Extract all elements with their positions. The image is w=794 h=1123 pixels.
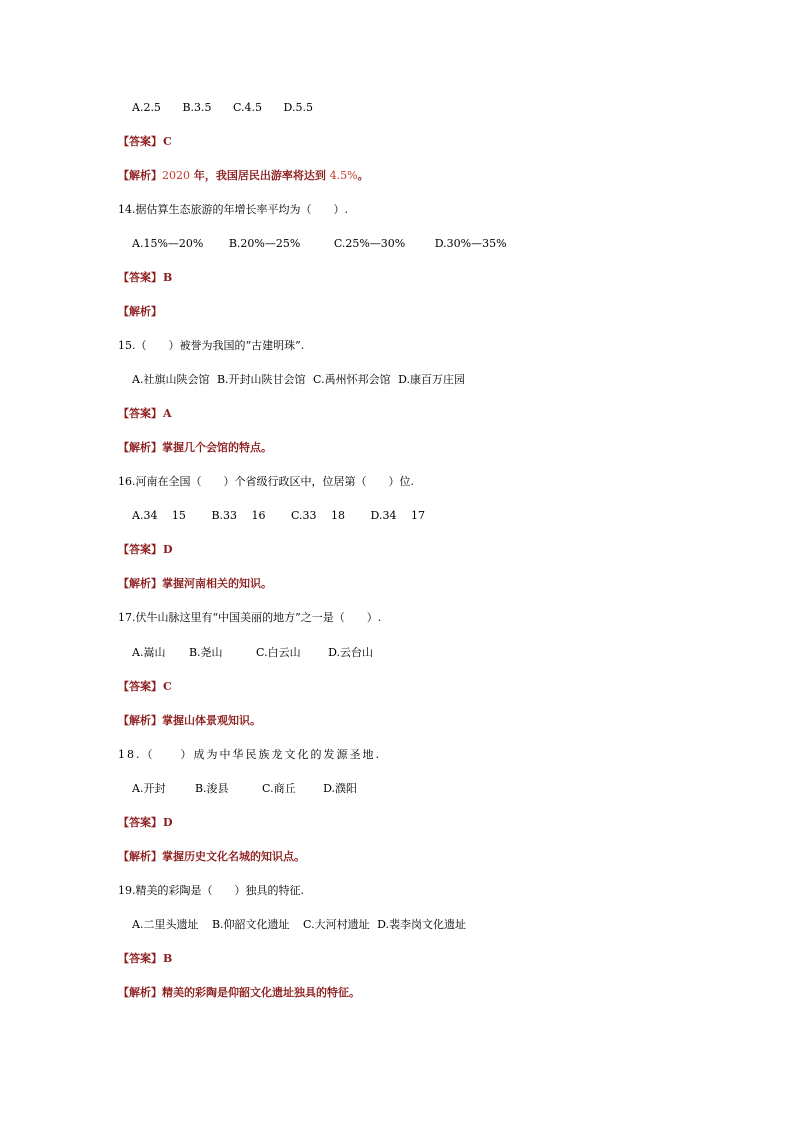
option-b: B.浚县 [194,782,229,795]
answer-value: D [163,816,173,829]
explanation-line-16 [118,577,272,591]
answer-tag: 【答案】 [118,135,162,148]
option-c: C.33 18 [291,509,346,522]
explanation-line-19 [118,986,360,1000]
question-18: 18.（ ）成为中华民族龙文化的发源圣地. [118,748,381,761]
explanation-text: 掌握历史文化名城的知识点。 [162,850,305,863]
option-b: B.开封山陕甘会馆 [216,373,306,386]
answer-tag: 【答案】 [118,952,162,965]
explanation-tag: 【解析】 [118,986,162,999]
options-row-16 [132,509,425,523]
option-a: A.二里头遗址 [132,918,199,931]
answer-tag: 【答案】 [118,816,162,829]
explanation-text: 掌握山体景观知识。 [162,714,261,727]
option-a: A.34 15 [132,509,186,522]
option-d: D.裴李岗文化遗址 [377,918,467,931]
options-row-19 [132,918,466,932]
option-d: D.濮阳 [323,782,358,795]
question-19: 19.精美的彩陶是（ ）独具的特征. [118,884,304,897]
option-b: B.3.5 [182,101,212,114]
explanation-line-17 [118,714,261,728]
option-d: D.云台山 [328,646,374,659]
explanation-tag: 【解析】 [118,577,162,590]
answer-line-16 [118,543,173,557]
explanation-text: 年，我国居民出游率将达到 [190,169,330,182]
explanation-tag: 【解析】 [118,305,162,318]
answer-value: C [163,680,172,693]
explanation-text: 掌握几个会馆的特点。 [162,441,272,454]
options-row-14 [132,237,507,251]
answer-value: C [163,135,172,148]
answer-line-18 [118,816,173,830]
question-15: 15.（ ）被誉为我国的“古建明珠”. [118,339,305,352]
answer-tag: 【答案】 [118,543,162,556]
explanation-line-13 [118,169,369,183]
answer-line-13 [118,135,172,149]
explanation-text: 精美的彩陶是仰韶文化遗址独具的特征。 [162,986,360,999]
question-16: 16.河南在全国（ ）个省级行政区中，位居第（ ）位. [118,475,414,488]
option-a: A.开封 [132,782,166,795]
option-d: D.康百万庄园 [398,373,466,386]
answer-line-17 [118,680,172,694]
explanation-line-14 [118,305,162,319]
options-row-18 [132,782,357,796]
option-d: D.5.5 [283,101,313,114]
answer-line-19 [118,952,172,966]
option-d: D.34 17 [370,509,425,522]
option-b: B.20%—25% [228,237,301,250]
answer-value: B [163,271,173,284]
explanation-rate: 4.5% [329,169,358,182]
option-c: C.禹州怀邦会馆 [313,373,391,386]
answer-value: D [163,543,173,556]
answer-tag: 【答案】 [118,271,162,284]
option-a: A.15%—20% [132,237,204,250]
explanation-tag: 【解析】 [118,714,162,727]
answer-tag: 【答案】 [118,407,162,420]
answer-tag: 【答案】 [118,680,162,693]
answer-line-14 [118,271,172,285]
option-b: B.仰韶文化遗址 [211,918,290,931]
explanation-tag: 【解析】 [118,441,162,454]
option-c: C.商丘 [262,782,296,795]
option-c: C.白云山 [256,646,301,659]
options-row-13 [132,101,313,115]
question-17: 17.伏牛山脉这里有“中国美丽的地方”之一是（ ）. [118,611,382,624]
explanation-line-18 [118,850,305,864]
option-c: C.25%—30% [333,237,406,250]
answer-value: A [163,407,172,420]
explanation-end: 。 [357,169,369,182]
answer-value: B [163,952,173,965]
option-b: B.尧山 [188,646,223,659]
option-d: D.30%—35% [434,237,507,250]
question-14: 14.据估算生态旅游的年增长率平均为（ ）. [118,203,348,216]
option-a: A.2.5 [132,101,161,114]
option-c: C.大河村遗址 [303,918,370,931]
option-a: A.嵩山 [132,646,166,659]
option-b: B.33 16 [211,509,266,522]
explanation-line-15 [118,441,272,455]
option-c: C.4.5 [233,101,263,114]
options-row-17 [132,646,373,660]
answer-line-15 [118,407,172,421]
explanation-tag: 【解析】 [118,169,162,182]
explanation-year: 2020 [162,169,190,182]
options-row-15 [132,373,465,387]
option-a: A.社旗山陕会馆 [132,373,210,386]
explanation-tag: 【解析】 [118,850,162,863]
explanation-text: 掌握河南相关的知识。 [162,577,272,590]
